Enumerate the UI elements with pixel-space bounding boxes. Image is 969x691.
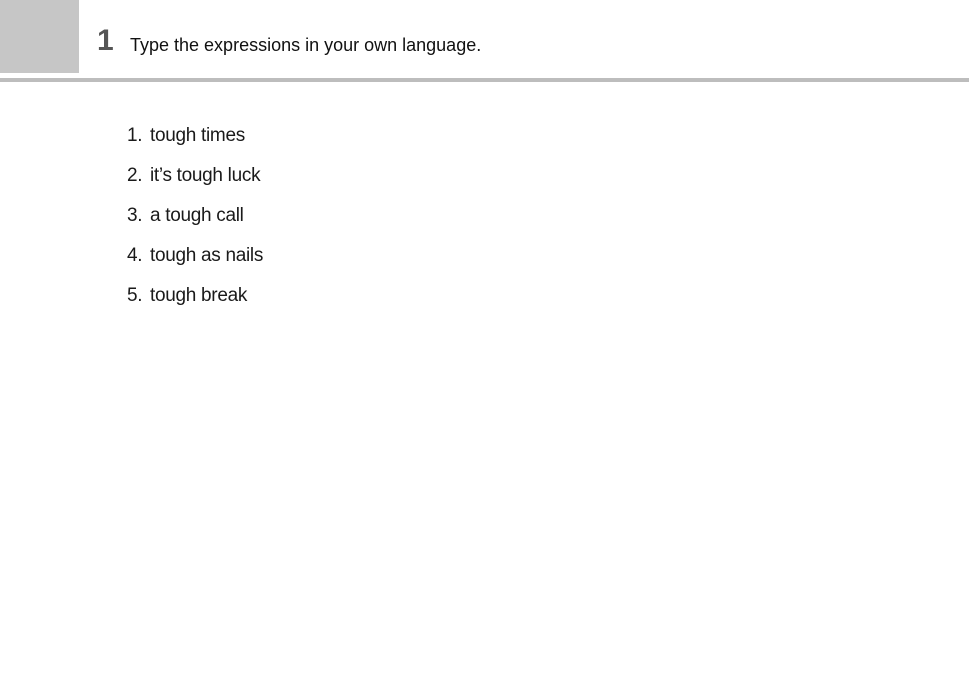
item-number: 3. <box>127 205 143 226</box>
item-number: 2. <box>127 165 143 186</box>
exercise-number: 1 <box>97 24 114 57</box>
item-text: tough times <box>150 125 245 146</box>
item-number: 1. <box>127 125 143 146</box>
list-item <box>127 204 263 244</box>
item-number: 5. <box>127 285 143 306</box>
header-divider <box>0 78 969 82</box>
expression-list <box>127 124 263 324</box>
item-text: it’s tough luck <box>150 165 261 186</box>
list-item <box>127 244 263 284</box>
item-text: tough as nails <box>150 245 264 266</box>
list-item <box>127 284 263 324</box>
list-item <box>127 124 263 164</box>
header-accent-block <box>0 0 79 73</box>
exercise-header <box>0 0 969 80</box>
list-item <box>127 164 263 204</box>
exercise-instruction: Type the expressions in your own language. <box>130 35 482 55</box>
item-text: tough break <box>150 285 248 306</box>
item-number: 4. <box>127 245 143 266</box>
item-text: a tough call <box>150 205 244 226</box>
